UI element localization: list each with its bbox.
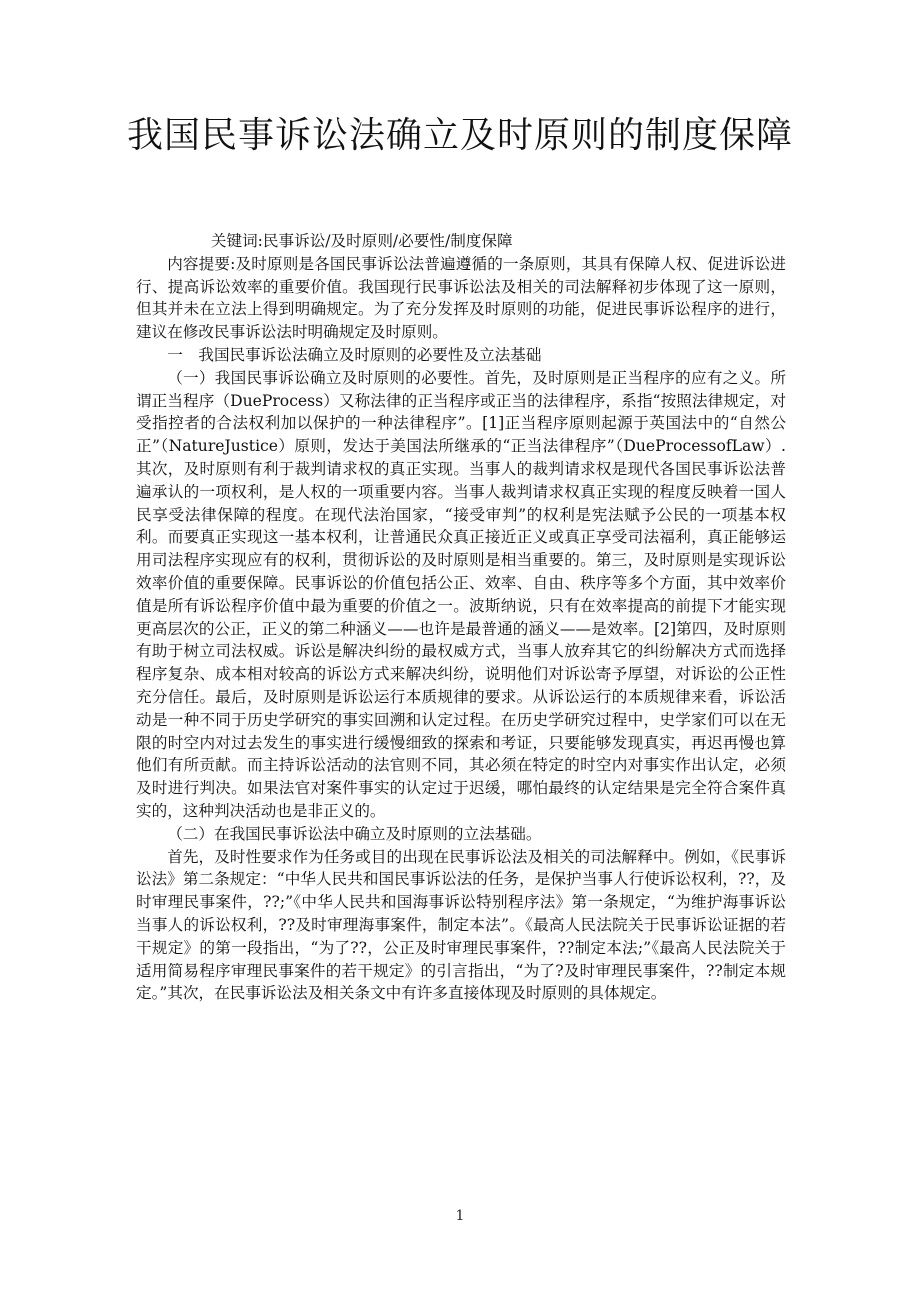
section-heading: 一 我国民事诉讼法确立及时原则的必要性及立法基础 xyxy=(167,345,542,364)
keywords-line: 关键词:民事诉讼/及时原则/必要性/制度保障 xyxy=(210,232,513,250)
page-number: 1 xyxy=(455,1208,465,1224)
document-body xyxy=(136,230,786,1005)
page-title: 我国民事诉讼法确立及时原则的制度保障 xyxy=(126,115,793,156)
body-paragraph: （一）我国民事诉讼确立及时原则的必要性。首先，及时原则是正当程序的应有之义。所谓正当程序（DueProcess）又称法律的正当程序或正当的法律程序，系指“按照法律规定，对受指控者的合法权利加以保护的一种法律程序”。[1]正当程序原则起源于英国法中的“自然公正”（NatureJustice）原则，发达于美国法所继承的“正当法律程序”（DueProcessofLaw）.其次，及时原则有利于裁判请求权的真正实现。当事人的裁判请求权是现代各国民事诉讼法普遍承认的一项权利，是人权的一项重要内容。当事人裁判请求权真正实现的程度反映着一国人民享受法律保障的程度。在现代法治国家，“接受审判”的权利是宪法赋予公民的一项基本权利。而要真正实现这一基本权利，让普通民众真正接近正义或真正享受司法福利，真正能够运用司法程序实现应有的权利，贯彻诉讼的及时原则是相当重要的。第三，及时原则是实现诉讼效率价值的重要保障。民事诉讼的价值包括公正、效率、自由、秩序等多个方面，其中效率价值是所有诉讼程序价值中最为重要的价值之一。波斯纳说，只有在效率提高的前提下才能实现更高层次的公正，正义的第二种涵义——也许是最普通的涵义——是效率。[2]第四，及时原则有助于树立司法权威。诉讼是解决纠纷的最权威方式，当事人放弃其它的纠纷解决方式而选择程序复杂、成本相对较高的诉讼方式来解决纠纷，说明他们对诉讼寄予厚望，对诉讼的公正性充分信任。最后，及时原则是诉讼运行本质规律的要求。从诉讼运行的本质规律来看，诉讼活动是一种不同于历史学研究的事实回溯和认定过程。在历史学研究过程中，史学家们可以在无限的时空内对过去发生的事实进行缓慢细致的探索和考证，只要能够发现真实，再迟再慢也算他们有所贡献。而主持诉讼活动的法官则不同，其必须在特定的时空内对事实作出认定，必须及时进行判决。如果法官对案件事实的认定过于迟缓，哪怕最终的认定结果是完全符合案件真实的，这种判决活动也是非正义的。 xyxy=(136,368,786,820)
body-paragraph: 首先，及时性要求作为任务或目的出现在民事诉讼法及相关的司法解释中。例如，《民事诉讼法》第二条规定：“中华人民共和国民事诉讼法的任务，是保护当事人行使诉讼权利，??，及时审理民事案件，??;”《中华人民共和国海事诉讼特别程序法》第一条规定，“为维护海事诉讼当事人的诉讼权利，??及时审理海事案件，制定本法”。《最高人民法院关于民事诉讼证据的若干规定》的第一段指出，“为了??，公正及时审理民事案件，??制定本法;”《最高人民法院关于适用简易程序审理民事案件的若干规定》的引言指出，“为了?及时审理民事案件，??制定本规定。”其次，在民事诉讼法及相关条文中有许多直接体现及时原则的具体规定。 xyxy=(136,847,786,1003)
abstract-paragraph: 内容提要:及时原则是各国民事诉讼法普遍遵循的一条原则，其具有保障人权、促进诉讼进行、提高诉讼效率的重要价值。我国现行民事诉讼法及相关的司法解释初步体现了这一原则，但其并未在立法上得到明确规定。为了充分发挥及时原则的功能，促进民事诉讼程序的进行，建议在修改民事诉讼法时明确规定及时原则。 xyxy=(136,254,786,342)
body-paragraph: （二）在我国民事诉讼法中确立及时原则的立法基础。 xyxy=(167,824,542,843)
